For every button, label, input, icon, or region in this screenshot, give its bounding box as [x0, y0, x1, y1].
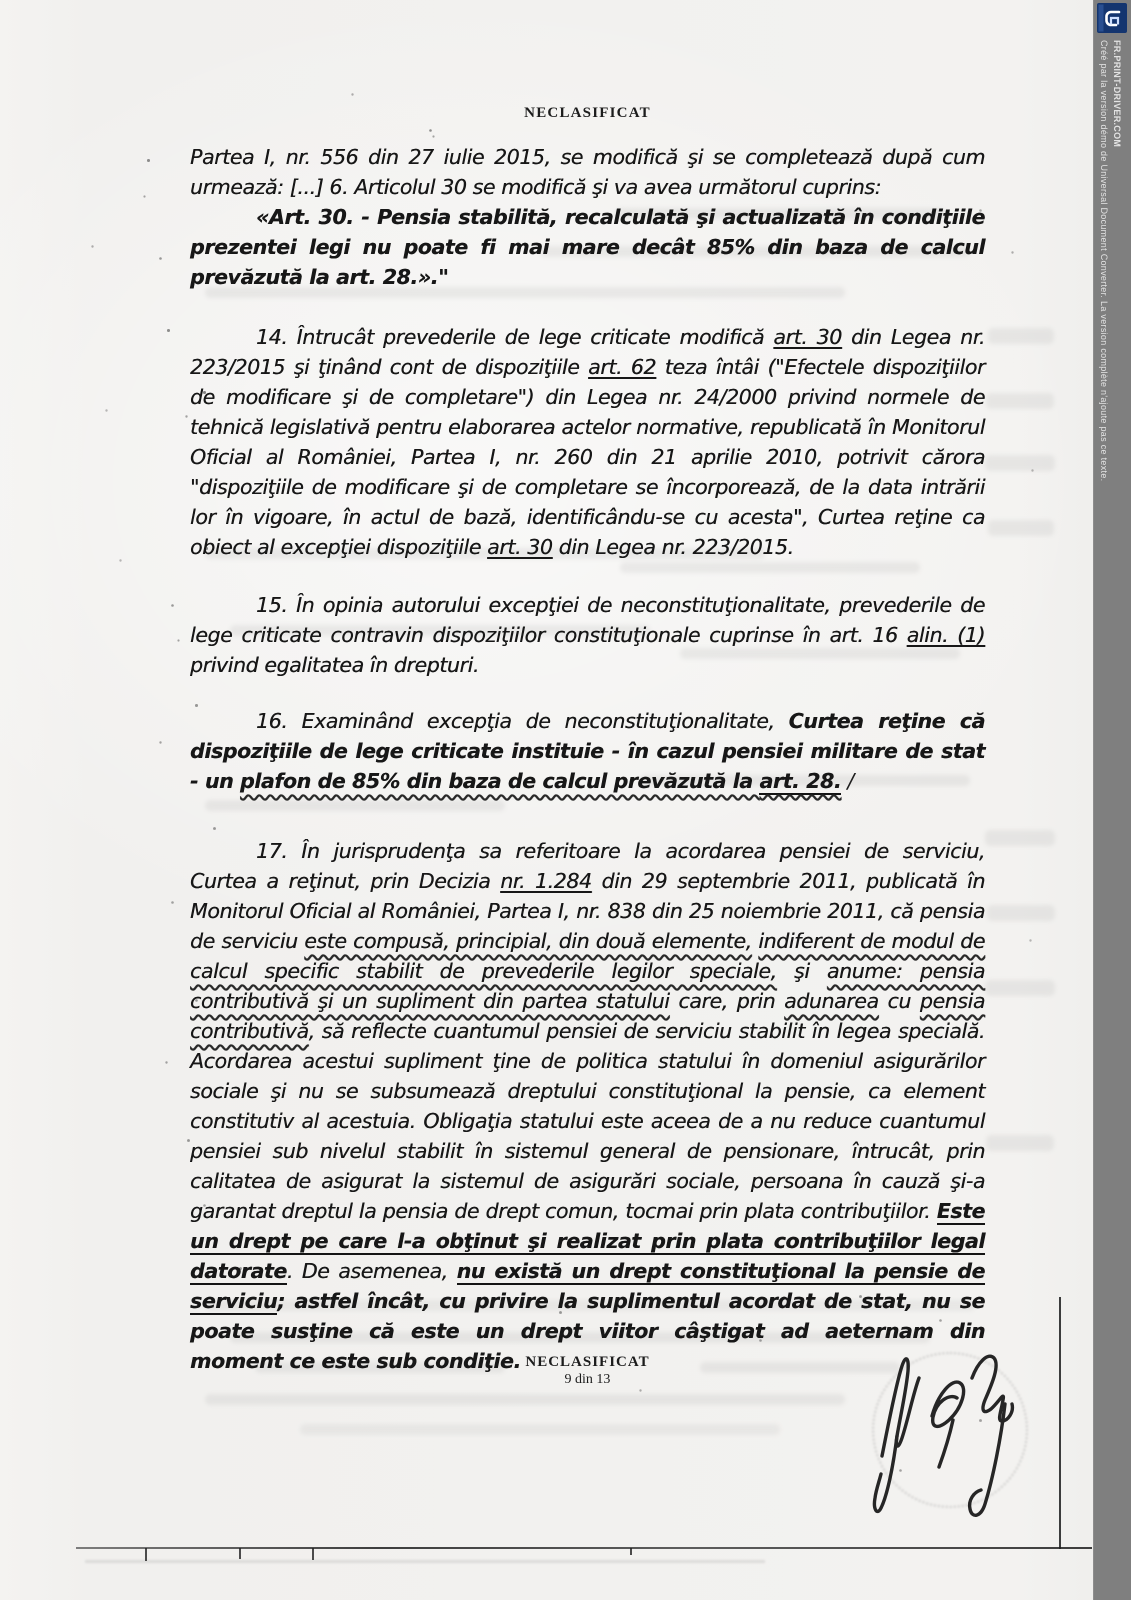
text-segment: art. 62 — [588, 355, 657, 379]
text-segment: nu există un drept constituţional la pensie de serviciu — [190, 1259, 985, 1313]
text-segment: plafon de 85% din baza de calcul prevăzută la — [239, 769, 760, 793]
text-segment: pensia contributivă — [190, 989, 985, 1043]
text-segment: nr. 1.284 — [500, 869, 592, 893]
text-segment: din 29 septembrie 2011, publicată în Monitorul Oficial al României, Partea I, nr. 838 din 25 noiembrie 2011, că pensia de serviciu — [190, 869, 985, 953]
text-segment: 14. Întrucât prevederile de lege criticate modifică — [256, 325, 774, 349]
text-segment: 16. Examinând excepţia de neconstituţionalitate, — [256, 709, 789, 733]
bleed-through-artifact — [987, 905, 1055, 921]
text-segment: / — [841, 769, 854, 793]
text-segment: anume: pensia contributivă şi un supliment din partea statului — [190, 959, 985, 1013]
document-body — [190, 142, 985, 1376]
text-segment: privind egalitatea în drepturi. — [190, 653, 479, 677]
paragraph-quote-art-30 — [190, 202, 985, 292]
text-segment: teza întâi ("Efectele dispoziţiilor de modificare şi de completare") din Legea nr. 24/2000 privind normele de tehnică legislativă pentru elaborarea actelor normative, republicată în Monitorul Oficial al României, Partea I, nr. 260 din 21 aprilie 2010, potrivit cărora "dispoziţiile de modificare şi de completare se încorporează, de la data intrării lor în vigoare, în actul de bază, identificându-se cu acesta", Curtea reţine ca obiect al excepţiei dispoziţiile — [190, 355, 985, 559]
bleed-through-artifact — [985, 830, 1055, 846]
bleed-through-artifact — [205, 1394, 845, 1405]
bleed-through-artifact — [985, 980, 1055, 996]
page-number: 9 din 13 — [564, 1372, 611, 1387]
bleed-through-artifact — [300, 1424, 780, 1435]
text-segment: indiferent de modul de calcul specific stabilit de prevederile legilor speciale, — [190, 929, 985, 983]
converter-watermark-strip — [1093, 0, 1131, 1600]
text-segment: 17. În jurisprudenţa sa referitoare la acordarea pensiei de serviciu, Curtea a reţinut, prin Decizia — [190, 839, 985, 893]
bleed-through-artifact — [988, 328, 1054, 344]
bleed-through-artifact — [988, 520, 1054, 536]
text-segment: şi — [776, 959, 827, 983]
text-segment: cu — [878, 989, 920, 1013]
scan-tick — [145, 1548, 147, 1561]
classification-header: NECLASIFICAT — [524, 105, 651, 121]
paragraph-16 — [190, 706, 985, 796]
paragraph-14 — [190, 322, 985, 562]
watermark-website: FR.PRINT-DRIVER.COM — [1112, 40, 1122, 148]
scan-tick — [239, 1548, 241, 1559]
text-segment: adunarea — [784, 989, 879, 1013]
universal-document-converter-icon — [1097, 3, 1127, 33]
scanner-edge-line-faint — [85, 1560, 765, 1563]
text-segment: , să reflecte cuantumul pensiei de serviciu stabilit în legea specială. Acordarea acestui supliment ţine de politica statului în domeniul asigurărilor sociale şi nu se subsumează dreptului constituţional la pensie, ca element constitutiv al acestuia. Obligaţia statului este aceea de a nu reduce cuantumul pensiei sub nivelul stabilit în sistemul general de pensionare, întrucât, prin calitatea de asigurat la sistemul de asigurări sociale, persoana în cauză şi-a garantat dreptul la pensia de drept comun, tocmai prin plata contribuţiilor. — [190, 1019, 985, 1223]
text-segment: art. 30 — [487, 535, 553, 559]
paragraph-17 — [190, 836, 985, 1376]
text-segment: ; astfel încât, cu privire la suplimentul acordat de stat, nu se poate susţine că este un drept viitor câştigat ad aeternam din moment ce este sub condiţie. — [190, 1289, 985, 1373]
text-segment: din Legea nr. 223/2015 şi ţinând cont de dispoziţiile — [190, 325, 985, 379]
text-segment: care, prin — [669, 989, 785, 1013]
bleed-through-artifact — [985, 455, 1055, 471]
scan-tick — [312, 1548, 314, 1560]
handwritten-signature — [852, 1308, 1027, 1538]
paragraph-continuation — [190, 142, 985, 202]
paragraph-15 — [190, 590, 985, 680]
watermark-message: Créé par la version démo de Universal Document Converter. La version complète n'ajoute pas ce texte. — [1099, 40, 1109, 482]
bleed-through-artifact — [986, 1135, 1054, 1151]
text-segment: art. 28. — [759, 769, 842, 793]
text-segment: Curtea reţine că dispoziţiile de lege criticate instituie - în cazul pensiei militare de stat - un — [190, 709, 985, 793]
text-segment: este compusă, principial, din două elemente, — [304, 929, 752, 953]
text-segment: «Art. 30. - Pensia stabilită, recalculată şi actualizată în condiţiile prezentei legi nu poate fi mai mare decât 85% din baza de calcul prevăzută la art. 28.»." — [190, 205, 985, 289]
text-segment: Partea I, nr. 556 din 27 iulie 2015, se modifică şi se completează după cum urmează: [...] 6. Articolul 30 se modifică şi va avea următorul cuprins: — [190, 145, 985, 199]
text-segment: Este un drept pe care l-a obţinut şi realizat prin plata contribuţiilor legal datorate — [190, 1199, 985, 1283]
classification-footer: NECLASIFICAT — [525, 1354, 650, 1370]
scanner-edge-line — [76, 1547, 1092, 1549]
scan-noise-speckles — [0, 0, 1, 1]
text-segment: art. 30 — [773, 325, 842, 349]
text-segment: . De asemenea, — [286, 1259, 457, 1283]
text-segment: din Legea nr. 223/2015. — [552, 535, 794, 559]
text-segment: 15. În opinia autorului excepţiei de neconstituţionalitate, prevederile de lege criticate contravin dispoziţiilor constituţionale cuprinse în art. 16 — [190, 593, 985, 647]
scan-tick — [630, 1548, 632, 1555]
scan-vertical-line — [1059, 1297, 1061, 1549]
text-segment: alin. (1) — [906, 623, 986, 647]
bleed-through-artifact — [986, 393, 1054, 409]
